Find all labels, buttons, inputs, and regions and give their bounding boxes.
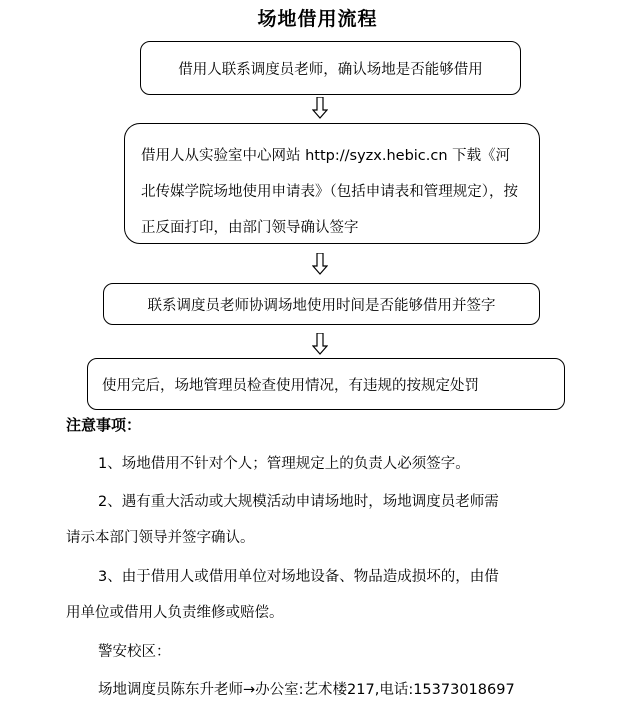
- note-item-1: 1、场地借用不针对个人；管理规定上的负责人必须签字。: [98, 456, 470, 472]
- flow-step-2-text: 借用人从实验室中心网站 http://syzx.hebic.cn 下载《河北传媒学院场地使用申请表》（包括申请表和管理规定），按正反面打印，由部门领导确认签字: [141, 148, 518, 236]
- note-item-3-line-1: 3、由于借用人或借用单位对场地设备、物品造成损坏的，由借: [98, 569, 499, 585]
- note-item-2-line-2: 请示本部门领导并签字确认。: [66, 530, 255, 546]
- contact-info: 场地调度员陈东升老师→办公室:艺术楼217,电话:15373018697: [98, 682, 515, 698]
- flow-step-4-text: 使用完后，场地管理员检查使用情况，有违规的按规定处罚: [102, 377, 479, 394]
- flow-step-1-text: 借用人联系调度员老师，确认场地是否能够借用: [178, 61, 483, 78]
- page-title: 场地借用流程: [257, 8, 378, 30]
- flow-step-3-text: 联系调度员老师协调场地使用时间是否能够借用并签字: [147, 297, 496, 314]
- note-item-2-line-1: 2、遇有重大活动或大规模活动申请场地时，场地调度员老师需: [98, 494, 499, 510]
- campus-label: 警安校区：: [98, 644, 171, 660]
- note-item-3-line-2: 用单位或借用人负责维修或赔偿。: [66, 605, 284, 621]
- notes-heading: 注意事项：: [66, 416, 142, 434]
